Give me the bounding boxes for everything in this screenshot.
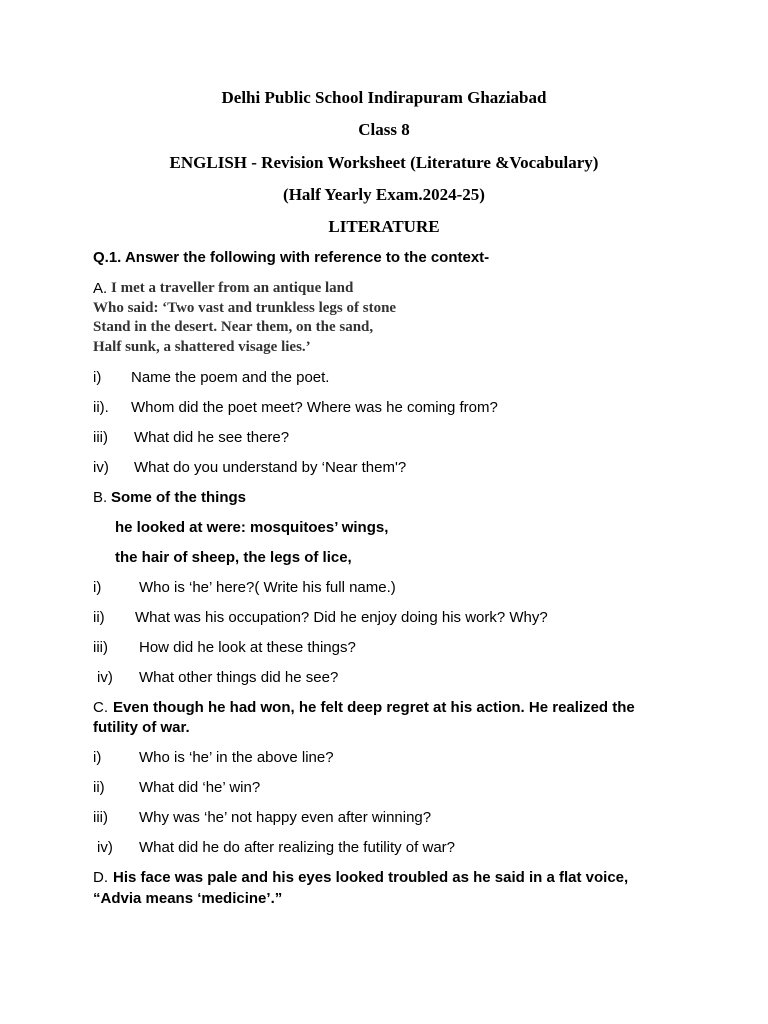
question-number: i) — [93, 749, 102, 766]
question-1-title: Q.1. Answer the following with reference to the context- — [93, 249, 490, 266]
question-number: ii). — [93, 399, 109, 416]
question-number: iv) — [97, 669, 113, 686]
question-text: What did he see there? — [134, 429, 290, 446]
question-text: What did ‘he’ win? — [139, 779, 261, 796]
question-text: Name the poem and the poet. — [131, 369, 330, 386]
section-d-extract-line: His face was pale and his eyes looked troubled as he said in a flat voice, — [113, 869, 629, 886]
section-a-extract-line: Stand in the desert. Near them, on the sand, — [93, 319, 374, 335]
section-d-letter: D. — [93, 869, 108, 886]
question-text: Whom did the poet meet? Where was he coming from? — [131, 399, 498, 416]
question-text: Why was ‘he’ not happy even after winning? — [139, 809, 432, 826]
question-number: iv) — [93, 459, 109, 476]
section-d-extract-line: “Advia means ‘medicine’.” — [93, 890, 283, 907]
question-number: iv) — [97, 839, 113, 856]
section-heading: LITERATURE — [328, 217, 440, 236]
question-text: Who is ‘he’ in the above line? — [139, 749, 334, 766]
question-number: ii) — [93, 779, 105, 796]
school-name: Delhi Public School Indirapuram Ghaziabad — [221, 88, 547, 107]
question-number: i) — [93, 579, 102, 596]
class-title: Class 8 — [358, 120, 410, 139]
section-b-letter: B. — [93, 489, 108, 506]
question-text: What do you understand by ‘Near them'? — [134, 459, 407, 476]
section-c-letter: C. — [93, 699, 108, 716]
section-c-extract-line: Even though he had won, he felt deep regret at his action. He realized the — [113, 699, 635, 716]
section-a-extract-line: Who said: ‘Two vast and trunkless legs of stone — [93, 300, 397, 316]
section-a-letter: A. — [93, 280, 108, 297]
question-number: iii) — [93, 809, 108, 826]
question-text: What did he do after realizing the futility of war? — [139, 839, 455, 856]
worksheet-title: ENGLISH - Revision Worksheet (Literature &Vocabulary) — [169, 153, 599, 172]
section-c-extract-line: futility of war. — [93, 719, 190, 736]
question-number: ii) — [93, 609, 105, 626]
question-text: What other things did he see? — [139, 669, 339, 686]
section-a-extract-line: Half sunk, a shattered visage lies.’ — [93, 339, 311, 355]
exam-title: (Half Yearly Exam.2024-25) — [283, 185, 485, 204]
question-text: What was his occupation? Did he enjoy doing his work? Why? — [135, 609, 548, 626]
question-number: iii) — [93, 639, 108, 656]
section-b-extract-line: the hair of sheep, the legs of lice, — [115, 549, 352, 566]
section-b-extract-line: Some of the things — [111, 489, 246, 506]
question-number: iii) — [93, 429, 108, 446]
section-a-extract-line: I met a traveller from an antique land — [111, 280, 354, 296]
question-text: Who is ‘he’ here?( Write his full name.) — [139, 579, 396, 596]
question-number: i) — [93, 369, 102, 386]
question-text: How did he look at these things? — [139, 639, 356, 656]
section-b-extract-line: he looked at were: mosquitoes’ wings, — [115, 519, 389, 536]
